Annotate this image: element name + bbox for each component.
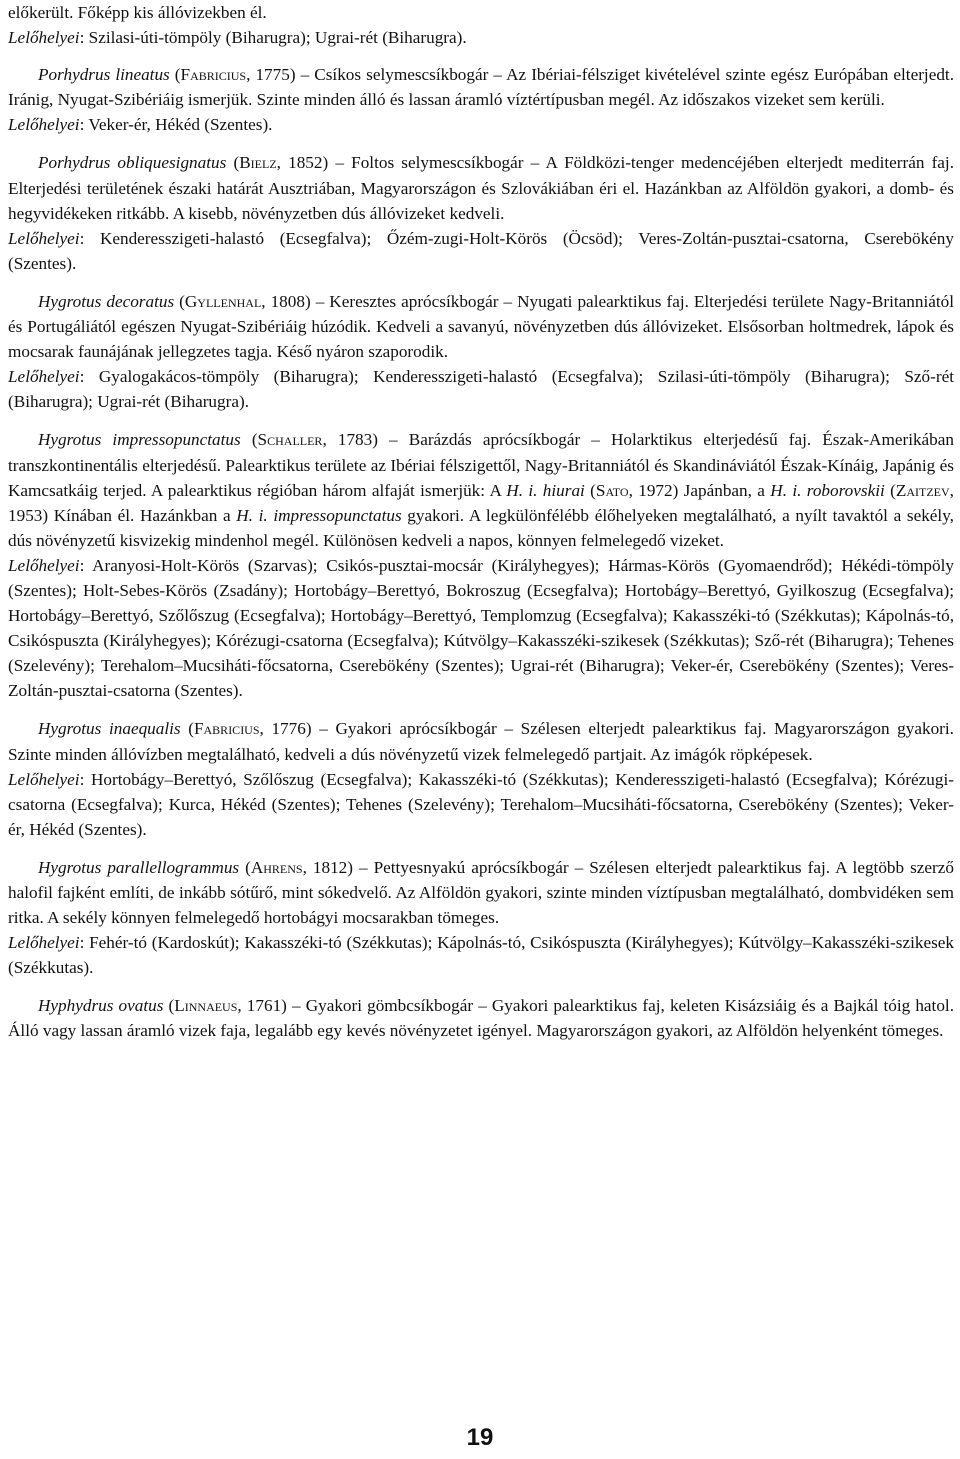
species-text: , 1775) – Csíkos selymescsíkbogár – Az Ibériai-félsziget kivételével szinte egész Európában elterjedt. Iránig, Nyugat-Szibériáig ismerjük. Szinte minden álló és lassan áramló víztértípusban megél. Az időszakos vizeket sem kerüli. [8,65,954,110]
species-text: , 1761) – Gyakori gömbcsíkbogár – Gyakori palearktikus faj, keleten Kisázsiáig és a Bajkál tóig hatol. Álló vagy lassan áramló vizek faja, legalább egy kevés növényzetet igényel. Magyarországon gyakori, az Alföldön helyenként tömeges. [8,996,954,1041]
species-entry [8,993,954,1043]
localities-paragraph [8,553,954,704]
localities-text: : Aranyosi-Holt-Körös (Szarvas); Csikós-pusztai-mocsár (Királyhegyes); Hármas-Körös (Gyomaendrőd); Hékédi-tömpöly (Szentes); Holt-Sebes-Körös (Zsadány); Hortobágy–Berettyó, Bokroszug (Ecsegfalva); Hortobágy–Berettyó, Gyilkoszug (Ecsegfalva); Hortobágy–Berettyó, Szőlőszug (Ecsegfalva); Hortobágy–Berettyó, Templomzug (Ecsegfalva); Kakasszéki-tó (Székkutas); Kápolnás-tó, Csikóspuszta (Királyhegyes); Kórézugi-csatorna (Ecsegfalva); Kútvölgy–Kakasszéki-szikesek (Székkutas); Sző-rét (Biharugra); Tehenes (Szelevény); Terehalom–Mucsiháti-főcsatorna, Cserebökény (Szentes); Ugrai-rét (Biharugra); Veker-ér, Cserebökény (Szentes); Veres-Zoltán-pusztai-csatorna (Szentes). [8,555,954,701]
species-paragraph [8,993,954,1043]
species-name: Hygrotus impressopunctatus [38,430,241,450]
species-entry [8,150,954,275]
page-number: 19 [466,1424,494,1451]
species-paragraph [8,62,954,112]
localities-text: : Gyalogakácos-tömpöly (Biharugra); Kenderesszigeti-halastó (Ecsegfalva); Szilasi-úti-tömpöly (Biharugra); Sző-rét (Biharugra); Ugrai-rét (Biharugra). [8,367,954,412]
document-page [8,0,954,1057]
localities-label: Lelőhelyei [8,769,80,789]
author-name: ato [605,480,629,500]
localities-label: Lelőhelyei [8,28,80,48]
species-text: (F [180,719,204,739]
species-text: (B [226,153,251,173]
author-name: innaeus [184,996,238,1016]
species-name: Porhydrus lineatus [38,65,170,85]
author-name: yllenhal [197,291,262,311]
intro-text: előkerült. Főképp kis állóvizekben él. [8,3,267,22]
localities-paragraph [8,364,954,414]
species-paragraph [8,427,954,552]
author-name: ielz [250,153,277,173]
localities-label: Lelőhelyei [8,367,80,387]
species-text: (A [239,857,264,877]
localities-label: Lelőhelyei [8,228,80,248]
species-text: (L [163,996,185,1016]
species-text: , 1783) – Barázdás aprócsíkbogár – Holarktikus elterjedésű faj. Észak-Amerikában transzkontinentális elterjedésű. Palearktikus területe az Ibériai félszigettől, Nagy-Britanniától és Skandináviától Észak-Kínáig, Japánig és Kamcsatkáig terjed. A palearktikus régióban három alfaját ismerjük: A [8,430,955,500]
localities-label: Lelőhelyei [8,555,80,575]
localities-paragraph [8,930,954,980]
author-name: abricius [190,65,247,85]
species-paragraph [8,150,954,225]
subspecies-name: H. i. hiurai [506,480,585,500]
localities-text: : Hortobágy–Berettyó, Szőlőszug (Ecsegfalva); Kakasszéki-tó (Székkutas); Kenderesszigeti-halastó (Ecsegfalva); Kórézugi-csatorna (Ecsegfalva); Kurca, Hékéd (Szentes); Tehenes (Szelevény); Terehalom–Mucsiháti-főcsatorna, Cserebökény (Szentes); Veker-ér, Hékéd (Szentes). [8,769,954,839]
species-text: (S [240,430,268,450]
localities-label: Lelőhelyei [8,933,80,953]
localities-paragraph [8,226,954,276]
author-name: hrens [263,857,303,877]
species-paragraph [8,855,954,930]
species-text: , 1953) Kínában él. Hazánkban a [8,480,954,525]
subspecies-name: H. i. roborovskii [770,480,885,500]
species-text: (S [584,480,606,500]
localities-text: : Szilasi-úti-tömpöly (Biharugra); Ugrai-rét (Biharugra). [79,28,467,48]
species-name: Hygrotus decoratus [38,291,175,311]
localities-label: Lelőhelyei [8,115,80,135]
localities-text: : Veker-ér, Hékéd (Szentes). [79,115,273,135]
subspecies-name: H. i. impressopunctatus [236,505,402,525]
page-footer [0,1418,960,1458]
species-text: , 1852) – Foltos selymescsíkbogár – A Földközi-tenger medencéjében elterjedt mediterrán faj. Elterjedési területének északi határát Ausztriában, Magyarországon és Szlovákiában éri el. Hazánkban az Alföldön gyakori, a domb- és hegyvidékeken ritkább. A kisebb, növényzetben dús állóvizeket kedveli. [8,153,955,223]
author-name: aitzev [906,480,950,500]
intro-localities [8,25,954,50]
species-name: Hyphydrus ovatus [38,996,164,1016]
species-text: , 1972) Japánban, a [628,480,771,500]
species-name: Porhydrus obliquesignatus [38,153,227,173]
localities-text: : Fehér-tó (Kardoskút); Kakasszéki-tó (Székkutas); Kápolnás-tó, Csikóspuszta (Királyhegyes); Kútvölgy–Kakasszéki-szikesek (Székkutas). [8,933,954,978]
species-text: , 1812) – Pettyesnyakú aprócsíkbogár – Szélesen elterjedt palearktikus faj. A legtöbb szerző halofil fajként említi, de inkább sótűrő, mint sókedvelő. Az Alföldön gyakori, szinte minden víztípusban megtalálható, dombvidéken sem ritka. A sekély könnyen felmelegedő hortobágyi mocsarakban tömeges. [8,857,954,928]
species-paragraph [8,289,954,364]
species-name: Hygrotus inaequalis [38,719,181,739]
species-text: gyakori. A legkülönfélébb élőhelyeken megtalálható, a nyílt tavaktól a sekély, dús növényzetű kisvizekig mindenhol megél. Különösen kedveli a napos, könnyen felmelegedő vizeket. [8,505,954,550]
species-name: Hygrotus parallellogrammus [38,857,240,877]
author-name: abricius [203,719,260,739]
species-text: , 1808) – Keresztes aprócsíkbogár – Nyugati palearktikus faj. Elterjedési területe Nagy-Britanniától és Portugáliától egészen Nyugat-Szibériáig húzódik. Kedveli a savanyú, növényzetben dús állóvizeket. Elsősorban holtmedrek, lápok és mocsarak faunájának jellegzetes tagja. Késő nyáron szaporodik. [8,291,955,362]
species-text: (Z [884,480,907,500]
localities-text: : Kenderesszigeti-halastó (Ecsegfalva); Őzém-zugi-Holt-Körös (Öcsöd); Veres-Zoltán-pusztai-csatorna, Cserebökény (Szentes). [8,228,954,273]
species-text: (G [174,291,198,311]
localities-paragraph [8,112,954,137]
species-text: (F [169,65,191,85]
species-entry [8,855,954,980]
species-paragraph [8,716,954,766]
intro-block [8,0,954,50]
author-name: challer [267,430,323,450]
localities-paragraph [8,767,954,842]
species-entry [8,427,954,703]
species-entry [8,289,954,414]
species-entry [8,716,954,841]
species-text: , 1776) – Gyakori aprócsíkbogár – Szélesen elterjedt palearktikus faj. Magyarországon gyakori. Szinte minden állóvízben megtalálható, kedveli a dús növényzetű vizek felmelegedő partjait. Az imágók röpképesek. [8,719,954,764]
species-entry [8,62,954,137]
